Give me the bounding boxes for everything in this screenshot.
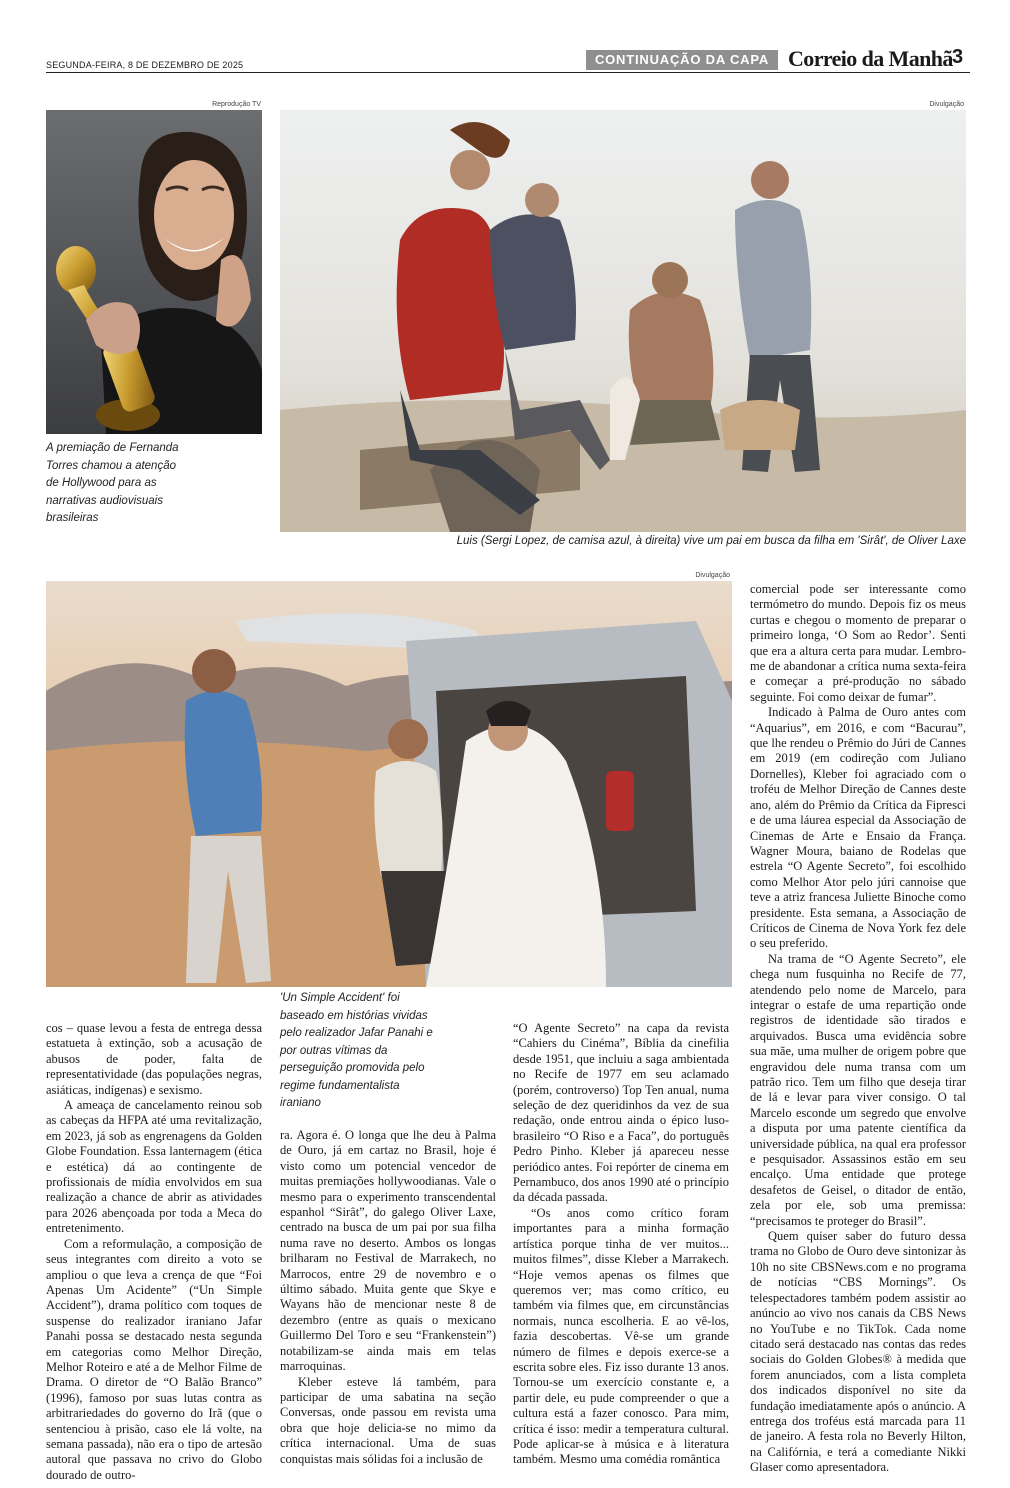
article-column-1	[46, 1021, 262, 1483]
paragraph: Na trama de “O Agente Secreto”, ele chega num fusquinha no Recife de 77, atendendo pelo nome de Marcelo, para integrar o estafe de uma repartição onde registros de identidade são tirados e arquivados. Busca uma evidência sobre sua mãe, uma mulher de origem pobre que engravidou dele numa transa com um patrão rico. Tem um filho que deseja tirar de lá e levar para viver consigo. O tal Marcelo esconde um segredo que envolve a disputa por uma patente científica da universidade pública, na qual era professor e pesquisador. Assassinos estão em seu encalço. Uma entidade que protege desafetos de Geisel, o ditador de então, zela por ele, sob uma premissa: “precisamos te proteger do Brasil”.	[750, 951, 966, 1228]
paragraph: comercial pode ser interessante como termómetro do mundo. Depois fiz os meus curtas e chegou o momento de preparar o primeiro longa, ‘O Som ao Redor’. Senti que era a altura certa para mudar. Lembro-me de abandonar a crítica numa sexta-feira e começar a pré-produção no sábado seguinte. Foi como deixar de fumar”.	[750, 582, 966, 704]
page-number: 3	[952, 46, 964, 68]
edition-date: SEGUNDA-FEIRA, 8 DE DEZEMBRO DE 2025	[46, 60, 244, 70]
paragraph: “Os anos como crítico foram importantes para a minha formação artística porque tinha de ver muitos... muitos filmes”, disse Kleber a Marrakech. “Hoje vemos apenas os filmes que queremos ver; mas como crítico, eu também via filmes que, em circunstâncias normais, nunca escolheria. E ao vê-los, fazia descobertas. Vê-se um grande número de filmes e depois exerce-se a escrita sobre eles. Fiz isso durante 13 anos. Tornou-se um exercício constante e, a partir dele, eu pude compreender o que a cultura está a fazer conosco. Para mim, crítica é isso: medir a temperatura cultural. Pode aplicar-se à música e à literatura também. Mesmo uma comédia romântica	[513, 1205, 729, 1467]
paragraph: Quem quiser saber do futuro dessa trama no Globo de Ouro deve sintonizar às 10h no site CBSNews.com e no programa de notícias “CBS Mornings”. Os telespectadores também podem assistir ao anúncio ao vivo nos canais da CBS News no YouTube e no TikTok. Cada nome citado será destacado nas contas das redes sociais do Golden Globes® à medida que forem anunciados, com a lista completa dos indicados disponível no site da fundação imediatamente após o anúncio. A entrega dos troféus está marcada para 11 de janeiro. A festa rola no Beverly Hilton, na Califórnia, e terá a comediante Nikki Glaser como apresentadora.	[750, 1229, 966, 1475]
fernanda-torres-photo	[46, 110, 262, 434]
un-simple-accident-film-still	[46, 581, 732, 987]
article-column-3	[513, 1021, 729, 1468]
sirat-film-still	[280, 110, 966, 532]
section-banner: CONTINUAÇÃO DA CAPA	[586, 50, 778, 70]
photo-caption-accident: 'Un Simple Accident' foi baseado em histórias vividas pelo realizador Jafar Panahi e por outras vítimas da perseguição promovida pelo regime fundamentalista iraniano	[280, 992, 433, 1109]
article-column-2	[280, 1128, 496, 1467]
photo-credit: Divulgação	[929, 101, 964, 108]
photo-caption-fernanda: A premiação de Fernanda Torres chamou a atenção de Hollywood para as narrativas audiovisuais brasileiras	[46, 442, 179, 524]
paragraph: Kleber esteve lá também, para participar de uma sabatina na seção Conversas, onde passou em revista uma obra que hoje delicia-se no mimo da crítica internacional. Uma de suas conquistas mais sólidas foi a inclusão de	[280, 1374, 496, 1466]
photo-credit: Reprodução TV	[212, 101, 261, 108]
paragraph: cos – quase levou a festa de entrega dessa estatueta à extinção, sob a acusação de abusos de poder, falta de representatividade (das populações negras, asiáticas, indígenas) e sexismo.	[46, 1021, 262, 1097]
photo-caption-sirat: Luis (Sergi Lopez, de camisa azul, à direita) vive um pai em busca da filha em 'Sirât', de Oliver Laxe	[456, 535, 966, 547]
header-rule	[46, 72, 970, 73]
paragraph: “O Agente Secreto” na capa da revista “Cahiers du Cinéma”, Bíblia da cinefilia desde 1951, que incluiu a saga ambientada no Recife de 1977 em seu aclamado (porém, controverso) Top Ten anual, numa seleção de dez queridinhos da vez de sua redação, onde entrou ainda o épico luso-brasileiro “O Riso e a Faca”, do português Pedro Pinho. Kleber já apareceu nesse periódico antes. Foi repórter de cinema em Pernambuco, dos anos 1990 até o princípio da década passada.	[513, 1021, 729, 1205]
paragraph: Com a reformulação, a composição de seus integrantes com direito a voto se ampliou o que leva a crença de que “Foi Apenas Um Acidente” (“Un Simple Accident”), drama político com toques de suspense do realizador iraniano Jafar Panahi possa se destacado nesta segunda em categorias como Melhor Direção, Melhor Roteiro e até a de Melhor Filme de Drama. O diretor de “O Balão Branco” (1996), famoso por suas lutas contra as arbitrariedades do governo do Irã (que o sentenciou à prisão, caso ele lá volte, na semana passada), não era o tipo de artesão autoral que passava no crivo do Globo dourado de outro-	[46, 1236, 262, 1482]
newspaper-logo: Correio da Manhã	[788, 46, 953, 71]
paragraph: ra. Agora é. O longa que lhe deu à Palma de Ouro, já em cartaz no Brasil, hoje é visto como um potencial vencedor de muitas premiações hollywoodianas. Vale o mesmo para o experimento transcendental espanhol “Sirât”, do galego Oliver Laxe, centrado na busca de um pai por sua filha numa rave no deserto. Ambos os longas brilharam no Festival de Marrakech, no Marrocos, entre 29 de novembro e o último sábado. Muita gente que Skye e Wayans hão de mencionar neste 8 de dezembro (entre as quais o mexicano Guillermo Del Toro e seu “Frankenstein”) notabilizam-se ainda mais em telas marroquinas.	[280, 1128, 496, 1374]
photo-credit: Divulgação	[695, 572, 730, 579]
paragraph: Indicado à Palma de Ouro antes com “Aquarius”, em 2016, e com “Bacurau”, que lhe rendeu o Prêmio do Júri de Cannes em 2019 (em codireção com Juliano Dornelles), Kleber foi agraciado com o troféu de Melhor Direção de Cannes deste ano, além do Prêmio da Crítica da Fipresci e de uma láurea especial da Associação de Cinemas de Arte e Ensaio da França. Wagner Moura, baiano de Rodelas que estrela “O Agente Secreto”, foi escolhido como Melhor Ator pelo júri cannoise que teve a atriz francesa Juliette Binoche como presidente. Esta semana, a Associação de Críticos de Cinema de Nova York fez dele o seu preferido.	[750, 705, 966, 951]
paragraph: A ameaça de cancelamento reinou sob as cabeças da HFPA até uma revitalização, em 2023, já sob as engrenagens da Golden Globe Foundation. Essa lanternagem (ética e estética) dá ao contingente de profissionais de mídia envolvidos em sua realização a chance de abrir as atividades para 2026 abençoada por toda a Meca do entretenimento.	[46, 1098, 262, 1236]
article-column-4	[750, 582, 966, 1476]
